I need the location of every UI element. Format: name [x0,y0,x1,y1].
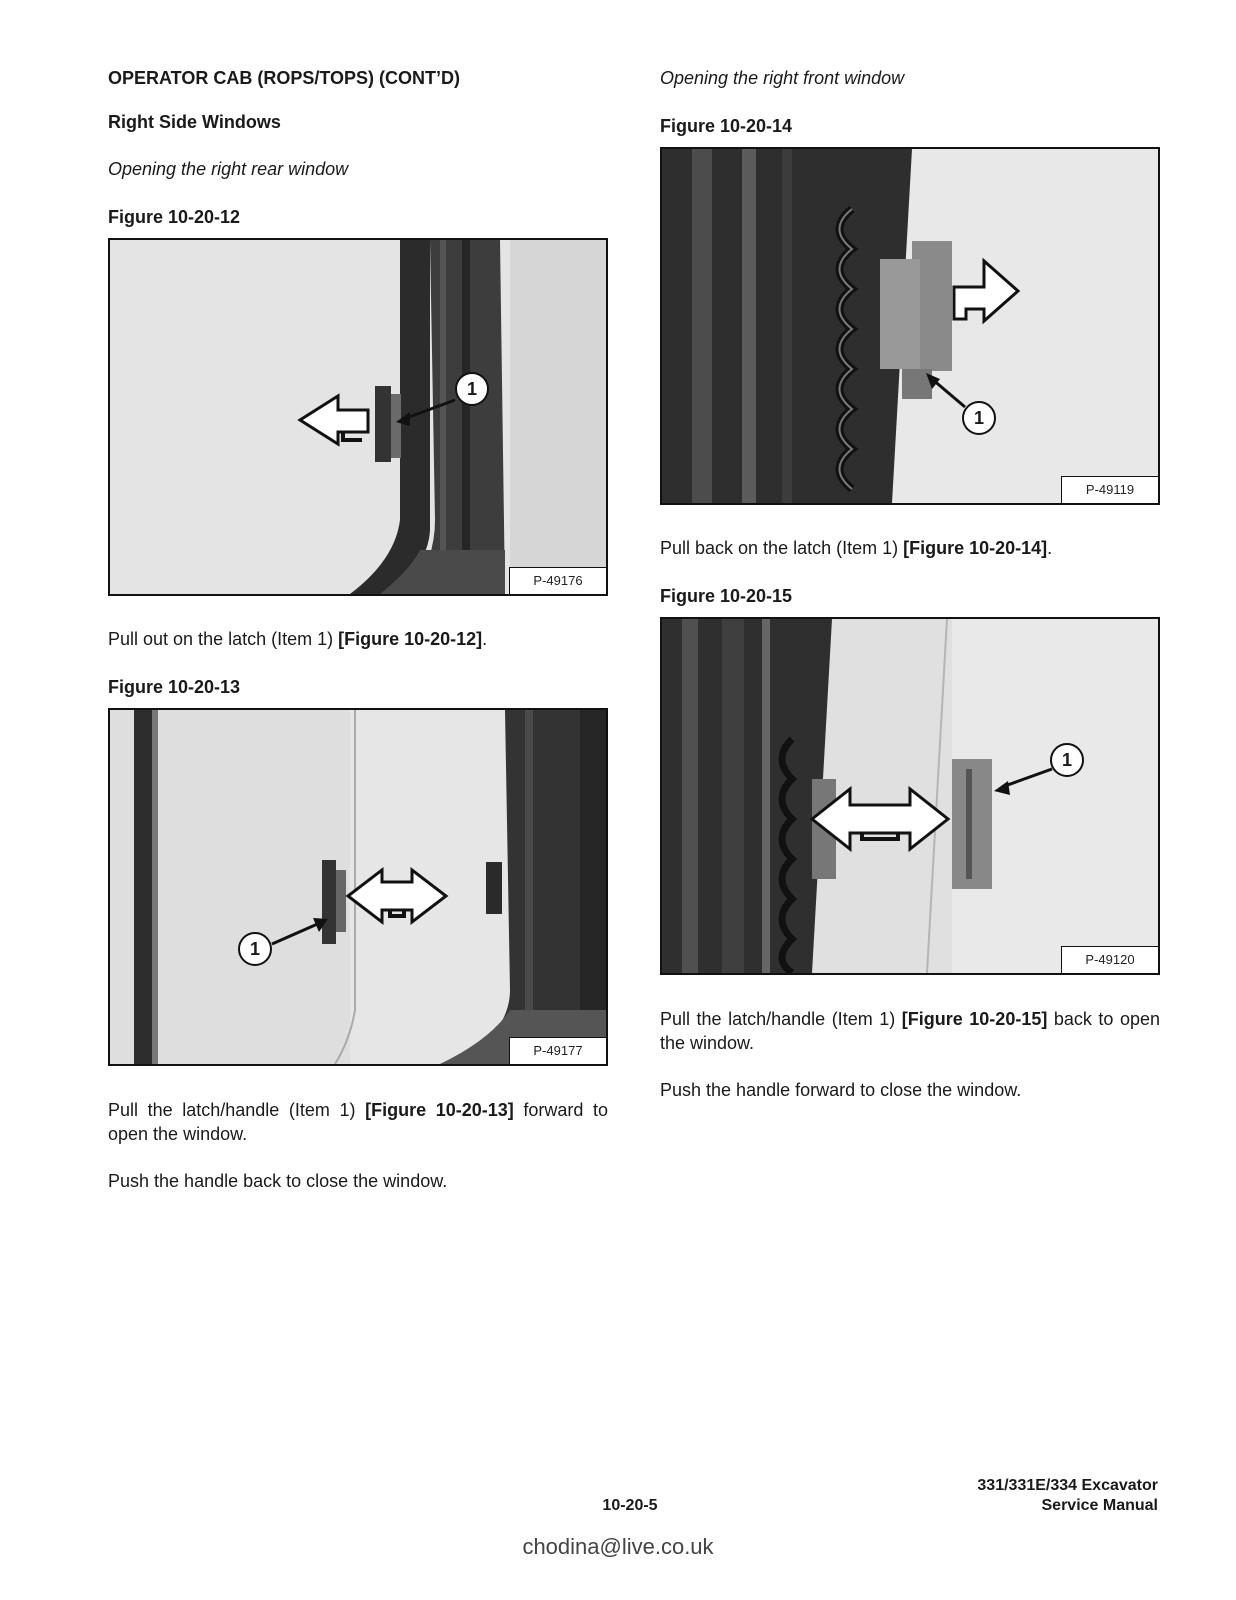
photo-number: P-49119 [1061,476,1158,503]
photo-number: P-49177 [509,1037,606,1064]
rear-window-intro: Opening the right rear window [108,159,349,179]
figure-label-12: Figure 10-20-12 [108,207,241,227]
figure-label-13: Figure 10-20-13 [108,677,241,697]
photo-number: P-49176 [509,567,606,594]
photo-number: P-49120 [1061,946,1158,973]
manual-title-line2: Service Manual [1041,1497,1158,1514]
instruction-fig13: Pull the latch/handle (Item 1) [Figure 10-20-13] forward to open the window. [108,1100,609,1144]
close-instruction-right: Push the handle forward to close the window. [660,1080,1022,1100]
figure-10-20-15 [660,617,1160,975]
figure-label-15: Figure 10-20-15 [660,586,793,606]
figure-ref: [Figure 10-20-15] [901,1009,1048,1029]
figure-10-20-14 [660,147,1160,505]
callout-1: 1 [238,932,272,966]
figure-label-14: Figure 10-20-14 [660,116,793,136]
instruction-fig14: Pull back on the latch (Item 1) [Figure 10-20-14]. [660,538,1053,558]
figure-photo-12 [110,240,606,594]
figure-ref: [Figure 10-20-13] [365,1100,514,1120]
close-instruction-left: Push the handle back to close the window. [108,1171,448,1191]
manual-title [977,1476,1158,1516]
manual-title-line1: 331/331E/334 Excavator [977,1477,1158,1494]
front-window-intro: Opening the right front window [660,68,905,88]
email-watermark: chodina@live.co.uk [522,1534,714,1559]
page-number: 10-20-5 [602,1497,658,1514]
instruction-fig12: Pull out on the latch (Item 1) [Figure 10-20-12]. [108,629,488,649]
section-heading: OPERATOR CAB (ROPS/TOPS) (CONT’D) [108,68,461,88]
figure-photo-15 [662,619,1158,973]
figure-10-20-13 [108,708,608,1066]
callout-1: 1 [962,401,996,435]
figure-10-20-12 [108,238,608,596]
figure-ref: [Figure 10-20-14] [903,538,1048,558]
callout-1: 1 [455,372,489,406]
figure-photo-14 [662,149,1158,503]
instruction-fig15: Pull the latch/handle (Item 1) [Figure 10-20-15] back to open the window. [660,1009,1161,1053]
section-subheading: Right Side Windows [108,112,281,132]
callout-1: 1 [1050,743,1084,777]
figure-ref: [Figure 10-20-12] [338,629,483,649]
figure-photo-13 [110,710,606,1064]
